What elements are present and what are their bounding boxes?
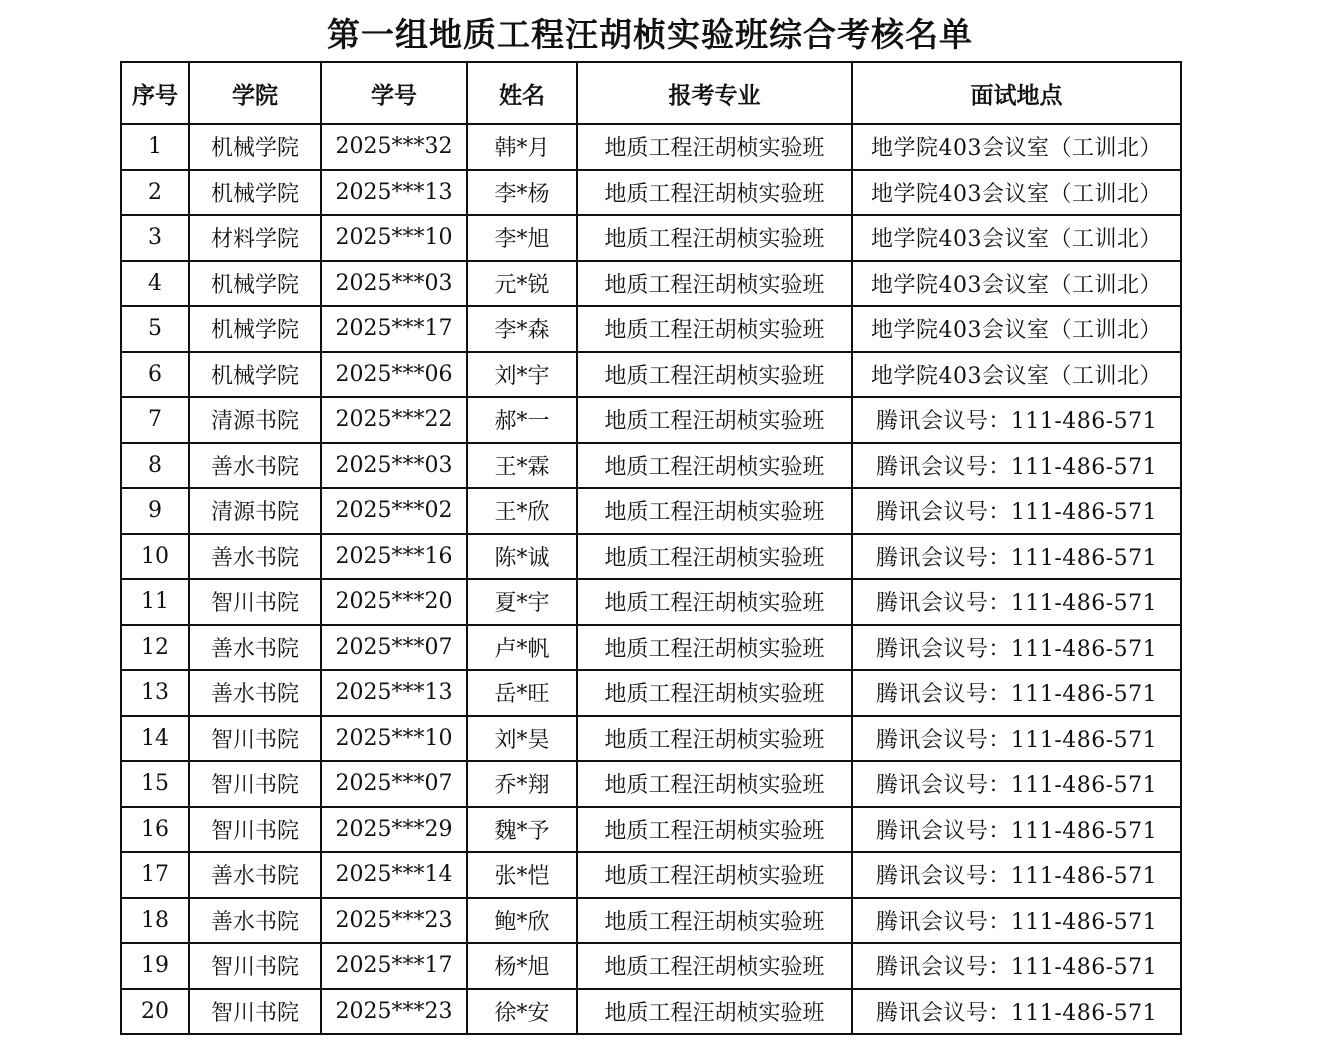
- table-row: [121, 397, 1181, 443]
- cell-interview-location: 腾讯会议号：111-486-571: [852, 989, 1181, 1035]
- cell-name: 李*森: [467, 306, 577, 352]
- cell-serial-number: 3: [121, 215, 189, 261]
- cell-serial-number: 15: [121, 761, 189, 807]
- table-header-row: [121, 62, 1181, 124]
- cell-name: 徐*安: [467, 989, 577, 1035]
- table-row: [121, 989, 1181, 1035]
- cell-college: 智川书院: [189, 943, 321, 989]
- cell-applied-major: 地质工程汪胡桢实验班: [577, 215, 852, 261]
- cell-applied-major: 地质工程汪胡桢实验班: [577, 124, 852, 170]
- cell-applied-major: 地质工程汪胡桢实验班: [577, 807, 852, 853]
- cell-serial-number: 18: [121, 898, 189, 944]
- cell-serial-number: 11: [121, 579, 189, 625]
- cell-interview-location: 地学院403会议室（工训北）: [852, 170, 1181, 216]
- cell-serial-number: 1: [121, 124, 189, 170]
- cell-serial-number: 7: [121, 397, 189, 443]
- cell-applied-major: 地质工程汪胡桢实验班: [577, 898, 852, 944]
- cell-college: 智川书院: [189, 716, 321, 762]
- candidate-table: [120, 61, 1182, 1035]
- cell-student-id: 2025***10: [321, 716, 467, 762]
- cell-serial-number: 8: [121, 443, 189, 489]
- cell-interview-location: 腾讯会议号：111-486-571: [852, 761, 1181, 807]
- cell-student-id: 2025***10: [321, 215, 467, 261]
- cell-college: 善水书院: [189, 443, 321, 489]
- cell-serial-number: 12: [121, 625, 189, 671]
- cell-student-id: 2025***13: [321, 670, 467, 716]
- cell-name: 刘*宇: [467, 352, 577, 398]
- cell-student-id: 2025***03: [321, 261, 467, 307]
- cell-serial-number: 9: [121, 488, 189, 534]
- cell-interview-location: 腾讯会议号：111-486-571: [852, 852, 1181, 898]
- cell-interview-location: 腾讯会议号：111-486-571: [852, 534, 1181, 580]
- cell-college: 清源书院: [189, 397, 321, 443]
- cell-applied-major: 地质工程汪胡桢实验班: [577, 989, 852, 1035]
- header-college: 学院: [189, 62, 321, 124]
- cell-applied-major: 地质工程汪胡桢实验班: [577, 306, 852, 352]
- cell-college: 智川书院: [189, 761, 321, 807]
- table-row: [121, 170, 1181, 216]
- cell-name: 王*霖: [467, 443, 577, 489]
- cell-interview-location: 腾讯会议号：111-486-571: [852, 943, 1181, 989]
- cell-student-id: 2025***02: [321, 488, 467, 534]
- table-row: [121, 215, 1181, 261]
- cell-interview-location: 地学院403会议室（工训北）: [852, 215, 1181, 261]
- cell-applied-major: 地质工程汪胡桢实验班: [577, 761, 852, 807]
- table-row: [121, 852, 1181, 898]
- cell-college: 智川书院: [189, 579, 321, 625]
- cell-applied-major: 地质工程汪胡桢实验班: [577, 170, 852, 216]
- cell-applied-major: 地质工程汪胡桢实验班: [577, 261, 852, 307]
- cell-student-id: 2025***03: [321, 443, 467, 489]
- cell-serial-number: 2: [121, 170, 189, 216]
- cell-applied-major: 地质工程汪胡桢实验班: [577, 534, 852, 580]
- cell-serial-number: 13: [121, 670, 189, 716]
- header-name: 姓名: [467, 62, 577, 124]
- cell-applied-major: 地质工程汪胡桢实验班: [577, 352, 852, 398]
- header-student-id: 学号: [321, 62, 467, 124]
- cell-name: 卢*帆: [467, 625, 577, 671]
- cell-name: 郝*一: [467, 397, 577, 443]
- cell-name: 韩*月: [467, 124, 577, 170]
- cell-applied-major: 地质工程汪胡桢实验班: [577, 852, 852, 898]
- cell-student-id: 2025***07: [321, 625, 467, 671]
- cell-name: 乔*翔: [467, 761, 577, 807]
- table-row: [121, 306, 1181, 352]
- cell-interview-location: 地学院403会议室（工训北）: [852, 352, 1181, 398]
- cell-college: 清源书院: [189, 488, 321, 534]
- cell-name: 元*锐: [467, 261, 577, 307]
- header-applied-major: 报考专业: [577, 62, 852, 124]
- table-row: [121, 579, 1181, 625]
- header-serial-number: 序号: [121, 62, 189, 124]
- cell-name: 王*欣: [467, 488, 577, 534]
- cell-student-id: 2025***07: [321, 761, 467, 807]
- cell-interview-location: 腾讯会议号：111-486-571: [852, 716, 1181, 762]
- cell-college: 善水书院: [189, 625, 321, 671]
- cell-interview-location: 地学院403会议室（工训北）: [852, 124, 1181, 170]
- cell-student-id: 2025***20: [321, 579, 467, 625]
- cell-interview-location: 腾讯会议号：111-486-571: [852, 670, 1181, 716]
- cell-interview-location: 腾讯会议号：111-486-571: [852, 443, 1181, 489]
- cell-name: 刘*昊: [467, 716, 577, 762]
- cell-college: 善水书院: [189, 670, 321, 716]
- table-row: [121, 352, 1181, 398]
- cell-interview-location: 腾讯会议号：111-486-571: [852, 898, 1181, 944]
- cell-student-id: 2025***32: [321, 124, 467, 170]
- table-row: [121, 761, 1181, 807]
- cell-interview-location: 腾讯会议号：111-486-571: [852, 579, 1181, 625]
- cell-college: 智川书院: [189, 989, 321, 1035]
- cell-applied-major: 地质工程汪胡桢实验班: [577, 443, 852, 489]
- cell-name: 鲍*欣: [467, 898, 577, 944]
- table-row: [121, 716, 1181, 762]
- cell-student-id: 2025***06: [321, 352, 467, 398]
- header-interview-location: 面试地点: [852, 62, 1181, 124]
- cell-student-id: 2025***17: [321, 306, 467, 352]
- cell-applied-major: 地质工程汪胡桢实验班: [577, 397, 852, 443]
- cell-name: 杨*旭: [467, 943, 577, 989]
- cell-applied-major: 地质工程汪胡桢实验班: [577, 716, 852, 762]
- table-row: [121, 488, 1181, 534]
- cell-college: 机械学院: [189, 170, 321, 216]
- cell-applied-major: 地质工程汪胡桢实验班: [577, 579, 852, 625]
- table-row: [121, 261, 1181, 307]
- cell-serial-number: 14: [121, 716, 189, 762]
- cell-name: 陈*诚: [467, 534, 577, 580]
- cell-student-id: 2025***16: [321, 534, 467, 580]
- table-row: [121, 943, 1181, 989]
- cell-interview-location: 腾讯会议号：111-486-571: [852, 488, 1181, 534]
- cell-college: 善水书院: [189, 898, 321, 944]
- cell-name: 李*旭: [467, 215, 577, 261]
- cell-name: 岳*旺: [467, 670, 577, 716]
- cell-college: 机械学院: [189, 124, 321, 170]
- cell-student-id: 2025***14: [321, 852, 467, 898]
- table-row: [121, 124, 1181, 170]
- cell-applied-major: 地质工程汪胡桢实验班: [577, 625, 852, 671]
- cell-student-id: 2025***23: [321, 898, 467, 944]
- cell-student-id: 2025***22: [321, 397, 467, 443]
- cell-interview-location: 地学院403会议室（工训北）: [852, 306, 1181, 352]
- cell-student-id: 2025***29: [321, 807, 467, 853]
- cell-serial-number: 10: [121, 534, 189, 580]
- cell-applied-major: 地质工程汪胡桢实验班: [577, 488, 852, 534]
- cell-college: 善水书院: [189, 852, 321, 898]
- cell-serial-number: 6: [121, 352, 189, 398]
- cell-serial-number: 20: [121, 989, 189, 1035]
- cell-serial-number: 17: [121, 852, 189, 898]
- cell-student-id: 2025***23: [321, 989, 467, 1035]
- table-body: [121, 124, 1181, 1034]
- cell-student-id: 2025***17: [321, 943, 467, 989]
- cell-interview-location: 地学院403会议室（工训北）: [852, 261, 1181, 307]
- cell-name: 魏*予: [467, 807, 577, 853]
- table-row: [121, 443, 1181, 489]
- cell-serial-number: 19: [121, 943, 189, 989]
- cell-applied-major: 地质工程汪胡桢实验班: [577, 943, 852, 989]
- cell-interview-location: 腾讯会议号：111-486-571: [852, 625, 1181, 671]
- page-title: 第一组地质工程汪胡桢实验班综合考核名单: [327, 15, 973, 54]
- cell-name: 张*恺: [467, 852, 577, 898]
- table-row: [121, 898, 1181, 944]
- cell-college: 智川书院: [189, 807, 321, 853]
- cell-applied-major: 地质工程汪胡桢实验班: [577, 670, 852, 716]
- cell-serial-number: 5: [121, 306, 189, 352]
- cell-college: 善水书院: [189, 534, 321, 580]
- cell-college: 机械学院: [189, 306, 321, 352]
- cell-college: 机械学院: [189, 261, 321, 307]
- table-row: [121, 670, 1181, 716]
- cell-interview-location: 腾讯会议号：111-486-571: [852, 807, 1181, 853]
- cell-interview-location: 腾讯会议号：111-486-571: [852, 397, 1181, 443]
- cell-college: 机械学院: [189, 352, 321, 398]
- table-row: [121, 534, 1181, 580]
- cell-serial-number: 4: [121, 261, 189, 307]
- cell-serial-number: 16: [121, 807, 189, 853]
- cell-name: 李*杨: [467, 170, 577, 216]
- cell-name: 夏*宇: [467, 579, 577, 625]
- cell-college: 材料学院: [189, 215, 321, 261]
- cell-student-id: 2025***13: [321, 170, 467, 216]
- table-row: [121, 625, 1181, 671]
- table-row: [121, 807, 1181, 853]
